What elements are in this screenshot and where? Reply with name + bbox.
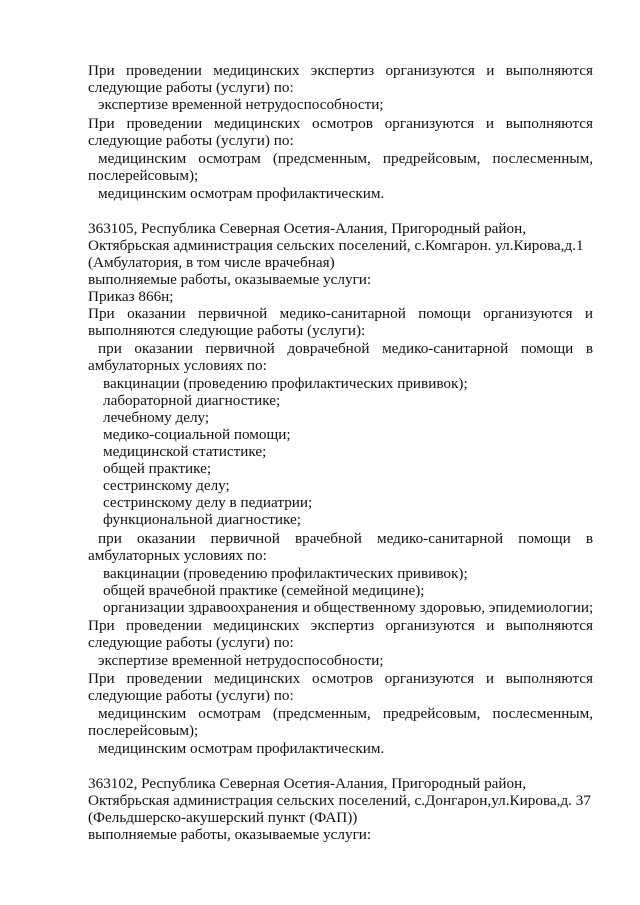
checkups-item-1-cont: послерейсовым); [88,167,199,184]
prephysician-intro-line-1: при оказании первичной доврачебной медико-санитарной помощи в [98,340,593,357]
order-reference: Приказ 866н; [88,288,174,305]
list-item: вакцинации (проведению профилактических прививок); [103,375,468,392]
physician-intro-line-2: амбулаторных условиях по: [88,547,267,564]
expertise-intro-line-1: При проведении медицинских экспертиз организуются и выполняются [88,617,593,634]
address-line-1: 363105, Республика Северная Осетия-Алания, Пригородный район, [88,220,527,237]
list-item: общей практике; [103,460,212,477]
checkups-intro-line-2: следующие работы (услуги) по: [88,132,294,149]
expertise-intro-line-2: следующие работы (услуги) по: [88,79,294,96]
checkups-intro-line-1: При проведении медицинских осмотров организуются и выполняются [88,670,593,687]
address-line-2: Октябрьская администрация сельских поселений, с.Комгарон. ул.Кирова,д.1 [88,237,584,254]
checkups-item-1: медицинским осмотрам (предсменным, предрейсовым, послесменным, [98,705,593,722]
expertise-intro-line-1: При проведении медицинских экспертиз организуются и выполняются [88,62,593,79]
checkups-intro-line-2: следующие работы (услуги) по: [88,687,294,704]
checkups-intro-line-1: При проведении медицинских осмотров организуются и выполняются [88,115,593,132]
list-item: лечебному делу; [103,409,210,426]
works-label: выполняемые работы, оказываемые услуги: [88,826,372,843]
checkups-item-2: медицинским осмотрам профилактическим. [98,185,385,202]
address-line-2: Октябрьская администрация сельских поселений, с.Донгарон,ул.Кирова,д. 37 [88,792,591,809]
list-item: лабораторной диагностике; [103,392,281,409]
list-item: медицинской статистике; [103,443,267,460]
expertise-item: экспертизе временной нетрудоспособности; [98,652,384,669]
expertise-item: экспертизе временной нетрудоспособности; [98,96,384,113]
checkups-item-1: медицинским осмотрам (предсменным, предрейсовым, послесменным, [98,150,593,167]
works-label: выполняемые работы, оказываемые услуги: [88,271,372,288]
checkups-item-2: медицинским осмотрам профилактическим. [98,740,385,757]
list-item: медико-социальной помощи; [103,426,291,443]
list-item: сестринскому делу в педиатрии; [103,494,313,511]
list-item: функциональной диагностике; [103,511,301,528]
checkups-item-1-cont: послерейсовым); [88,722,199,739]
expertise-intro-line-2: следующие работы (услуги) по: [88,634,294,651]
address-line-1: 363102, Республика Северная Осетия-Алания, Пригородный район, [88,775,527,792]
list-item: общей врачебной практике (семейной медицине); [103,582,425,599]
pmsp-intro-line-2: выполняются следующие работы (услуги): [88,322,366,339]
facility-type: (Амбулатория, в том числе врачебная) [88,254,335,271]
list-item: вакцинации (проведению профилактических прививок); [103,565,468,582]
prephysician-intro-line-2: амбулаторных условиях по: [88,357,267,374]
pmsp-intro-line-1: При оказании первичной медико-санитарной помощи организуются и [88,305,593,322]
facility-type: (Фельдшерско-акушерский пункт (ФАП)) [88,809,358,826]
physician-intro-line-1: при оказании первичной врачебной медико-санитарной помощи в [98,530,593,547]
list-item: сестринскому делу; [103,477,230,494]
list-item: организации здравоохранения и общественному здоровью, эпидемиологии; [103,599,594,616]
